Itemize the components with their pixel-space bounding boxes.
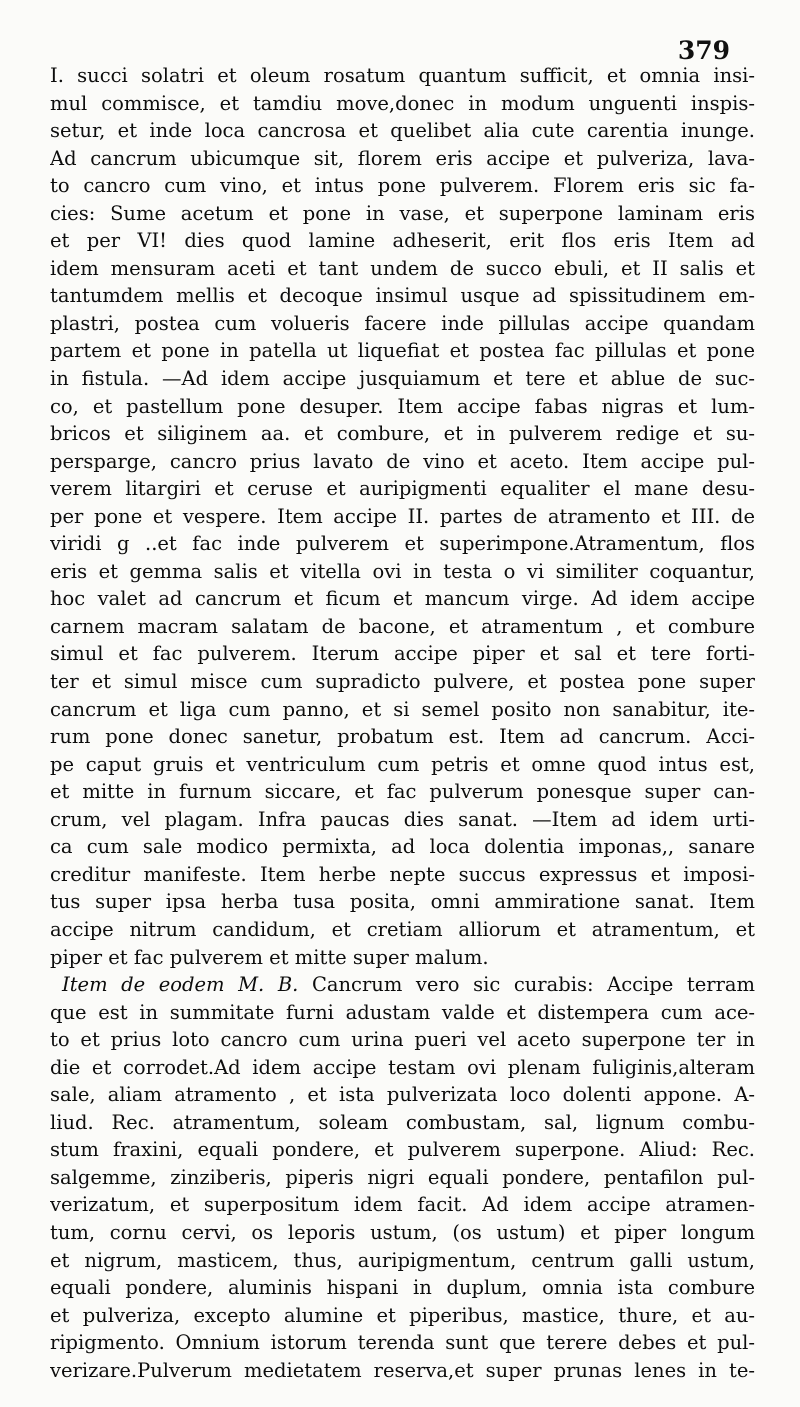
text-line: eris et gemma salis et vitella ovi in testa o vi similiter coquantur, (50, 559, 755, 583)
text-line: rum pone donec sanetur, probatum est. Item ad cancrum. Acci- (50, 725, 755, 749)
body-text (50, 62, 755, 1384)
paragraph-lead-line (50, 971, 755, 999)
text-line: crum, vel plagam. Infra paucas dies sanat. —Item ad idem urti- (50, 807, 755, 831)
text-line: pe caput gruis et ventriculum cum petris et omne quod intus est, (50, 752, 755, 776)
text-line: tantumdem mellis et decoque insimul usque ad spissitudinem em- (50, 284, 755, 308)
text-line: Ad cancrum ubicumque sit, florem eris accipe et pulveriza, lava- (50, 146, 755, 170)
text-line: ca cum sale modico permixta, ad loca dolentia imponas,, sanare (50, 835, 755, 859)
text-line: hoc valet ad cancrum et ficum et mancum virge. Ad idem accipe (50, 587, 755, 611)
text-line: que est in summitate furni adustam valde et distempera cum ace- (50, 1000, 755, 1024)
text-line: sale, aliam atramento , et ista pulverizata loco dolenti appone. A- (50, 1083, 755, 1107)
text-line: cies: Sume acetum et pone in vase, et superpone laminam eris (50, 201, 755, 225)
text-line: creditur manifeste. Item herbe nepte succus expressus et imposi- (50, 862, 755, 886)
text-line: et per VI! dies quod lamine adheserit, erit flos eris Item ad (50, 229, 755, 253)
text-line: tus super ipsa herba tusa posita, omni ammiratione sanat. Item (50, 890, 755, 914)
text-line: salgemme, zinziberis, piperis nigri equali pondere, pentafilon pul- (50, 1165, 755, 1189)
text-line: per pone et vespere. Item accipe II. partes de atramento et III. de (50, 504, 755, 528)
text-line: ripigmento. Omnium istorum terenda sunt que terere debes et pul- (50, 1331, 755, 1355)
text-line: plastri, postea cum volueris facere inde pillulas accipe quandam (50, 311, 755, 335)
text-line: to et prius loto cancro cum urina pueri vel aceto superpone ter in (50, 1028, 755, 1052)
text-line: equali pondere, aluminis hispani in duplum, omnia ista combure (50, 1276, 755, 1300)
text-line: simul et fac pulverem. Iterum accipe piper et sal et tere forti- (50, 642, 755, 666)
text-line: et nigrum, masticem, thus, auripigmentum, centrum galli ustum, (50, 1248, 755, 1272)
text-line: verem litargiri et ceruse et auripigmenti equaliter el mane desu- (50, 477, 755, 501)
text-line: liud. Rec. atramentum, soleam combustam, sal, lignum combu- (50, 1110, 755, 1134)
text-line: to cancro cum vino, et intus pone pulverem. Florem eris sic fa- (50, 174, 755, 198)
text-line: stum fraxini, equali pondere, et pulverem superpone. Aliud: Rec. (50, 1138, 755, 1162)
text-line: et mitte in furnum siccare, et fac pulverum ponesque super can- (50, 780, 755, 804)
text-line: die et corrodet.Ad idem accipe testam ovi plenam fuliginis,alteram (50, 1055, 755, 1079)
text-line: tum, cornu cervi, os leporis ustum, (os ustum) et piper longum (50, 1220, 755, 1244)
text-line: piper et fac pulverem et mitte super malum. (50, 945, 489, 969)
text-line: verizatum, et superpositum idem facit. Ad idem accipe atramen- (50, 1193, 755, 1217)
text-line: in fistula. —Ad idem accipe jusquiamum et tere et ablue de suc- (50, 367, 755, 391)
text-line: cancrum et liga cum panno, et si semel posito non sanabitur, ite- (50, 697, 755, 721)
text-line: persparge, cancro prius lavato de vino et aceto. Item accipe pul- (50, 449, 755, 473)
text-line: accipe nitrum candidum, et cretiam alliorum et atramentum, et (50, 917, 755, 941)
text-line: partem et pone in patella ut liquefiat et postea fac pillulas et pone (50, 339, 755, 363)
text-line: ter et simul misce cum supradicto pulvere, et postea pone super (50, 670, 755, 694)
paragraph-heading: Item de eodem M. B. (62, 973, 299, 997)
text-line: bricos et siliginem aa. et combure, et in pulverem redige et su- (50, 422, 755, 446)
text-line: co, et pastellum pone desuper. Item accipe fabas nigras et lum- (50, 394, 755, 418)
paragraph-lead-rest: Cancrum vero sic curabis: Accipe terram (311, 973, 755, 997)
text-line: I. succi solatri et oleum rosatum quantum sufficit, et omnia insi- (50, 64, 755, 87)
text-line: carnem macram salatam de bacone, et atramentum , et combure (50, 614, 755, 638)
text-line: idem mensuram aceti et tant undem de succo ebuli, et II salis et (50, 256, 755, 280)
text-line: verizare.Pulverum medietatem reserva,et super prunas lenes in te- (50, 1358, 755, 1382)
text-line: viridi g ..et fac inde pulverem et superimpone.Atramentum, flos (50, 532, 755, 556)
text-line: mul commisce, et tamdiu move,donec in modum unguenti inspis- (50, 91, 755, 115)
text-line: et pulveriza, excepto alumine et piperibus, mastice, thure, et au- (50, 1303, 755, 1327)
text-line: setur, et inde loca cancrosa et quelibet alia cute carentia inunge. (50, 119, 755, 143)
page-number: 379 (677, 36, 730, 65)
